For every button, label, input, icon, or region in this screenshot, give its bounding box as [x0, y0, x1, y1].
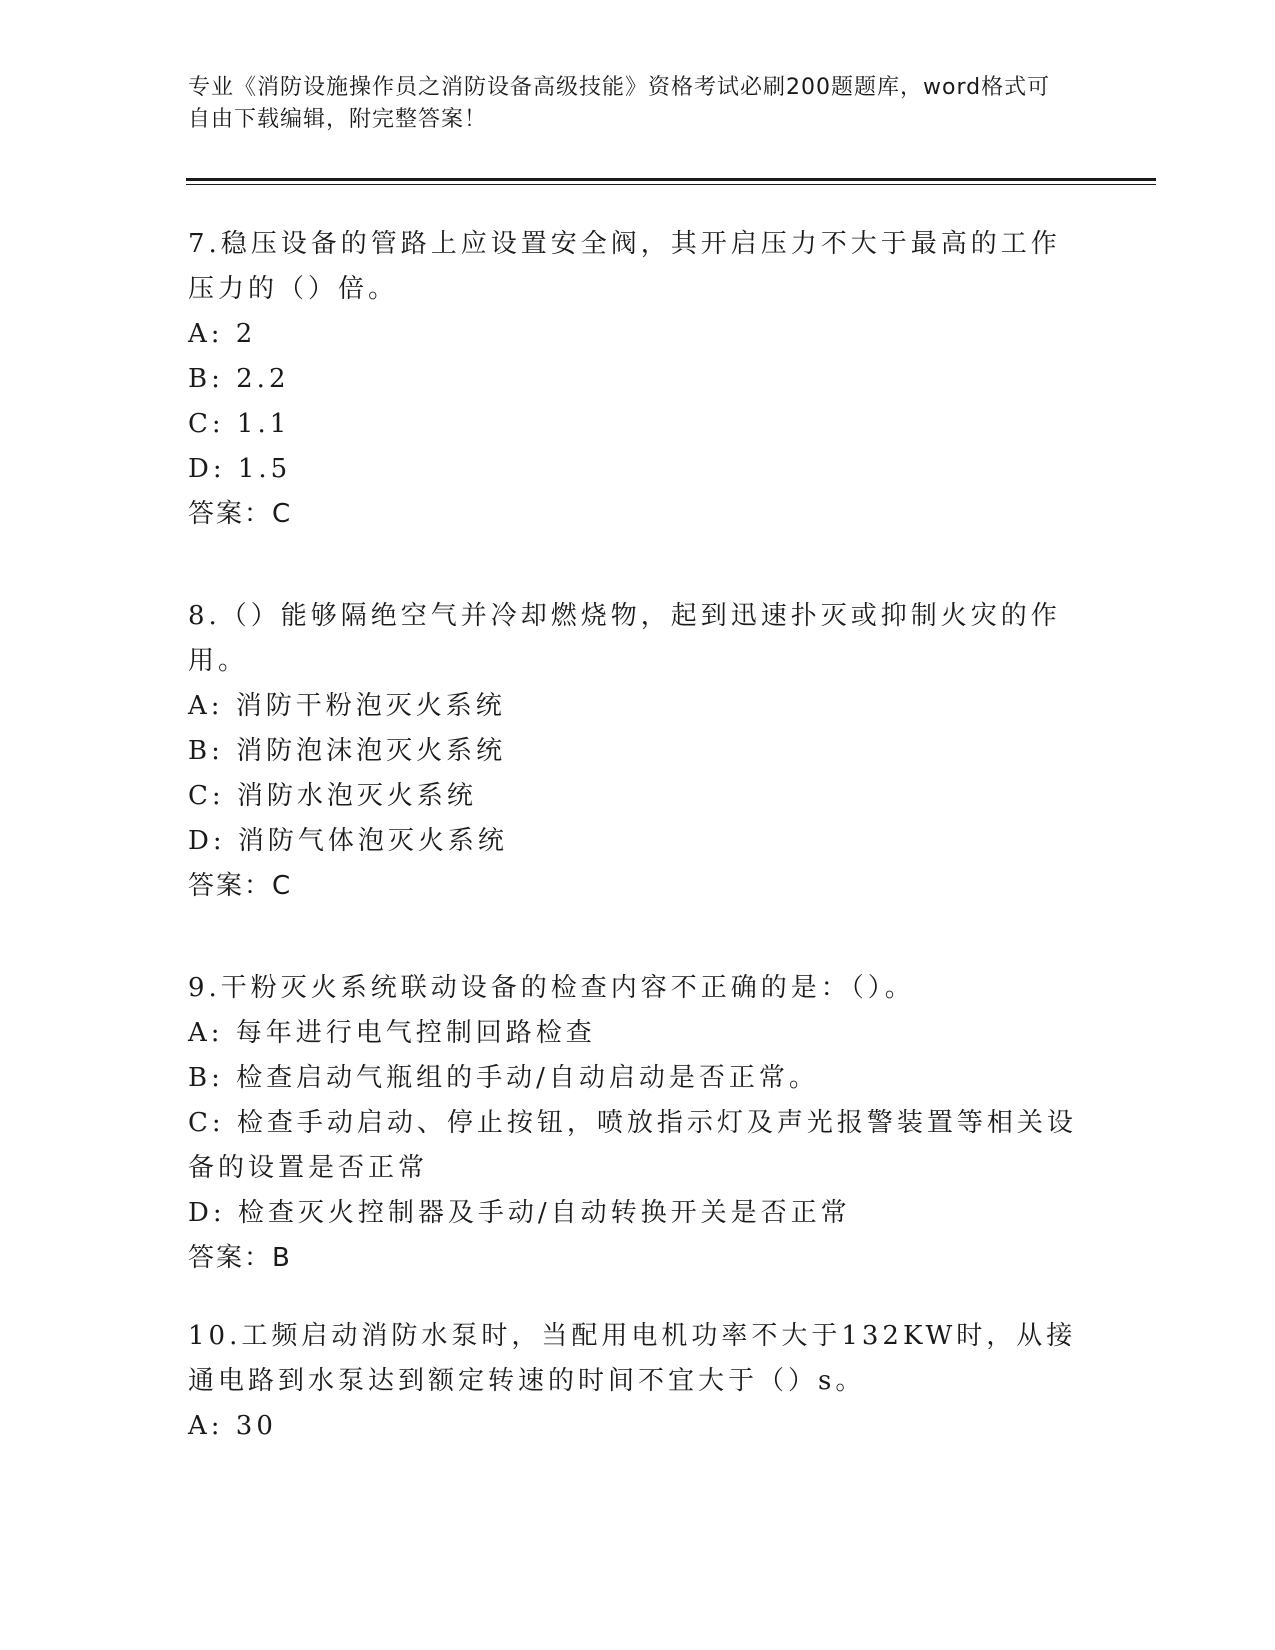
- option-a: A: 30: [188, 1411, 277, 1441]
- option-b: B: 2.2: [188, 364, 290, 394]
- option-d: D: 1.5: [188, 454, 292, 484]
- header-divider-thick: [186, 178, 1156, 181]
- question-text: 9.干粉灭火系统联动设备的检查内容不正确的是：（）。: [188, 973, 915, 1003]
- option-a: A: 2: [188, 319, 257, 349]
- question-text: 10.工频启动消防水泵时，当配用电机功率不大于132KW时，从接通电路到水泵达到额定转速的时间不宜大于（）s。: [188, 1321, 1077, 1396]
- question-10: [188, 1314, 1088, 1449]
- option-a: A: 消防干粉泡灭火系统: [188, 691, 506, 721]
- answer: 答案：B: [188, 1243, 292, 1273]
- document-header: 专业《消防设施操作员之消防设备高级技能》资格考试必刷200题题库，word格式可自由下载编辑，附完整答案！: [188, 75, 1051, 132]
- option-c: C: 消防水泡灭火系统: [188, 781, 477, 811]
- answer: 答案：C: [188, 871, 293, 901]
- question-text: 8.（）能够隔绝空气并冷却燃烧物，起到迅速扑灭或抑制火灾的作用。: [188, 601, 1061, 676]
- question-8: [188, 594, 1088, 909]
- option-d: D: 消防气体泡灭火系统: [188, 826, 508, 856]
- option-a: A: 每年进行电气控制回路检查: [188, 1018, 596, 1048]
- question-9: [188, 966, 1088, 1281]
- question-7: [188, 222, 1088, 537]
- question-text: 7.稳压设备的管路上应设置安全阀，其开启压力不大于最高的工作压力的（）倍。: [188, 229, 1061, 304]
- header-divider-thin: [186, 184, 1156, 185]
- option-b: B: 检查启动气瓶组的手动/自动启动是否正常。: [188, 1063, 819, 1093]
- answer: 答案：C: [188, 499, 293, 529]
- option-b: B: 消防泡沫泡灭火系统: [188, 736, 507, 766]
- option-c: C: 检查手动启动、停止按钮，喷放指示灯及声光报警装置等相关设备的设置是否正常: [188, 1108, 1077, 1183]
- option-d: D: 检查灭火控制器及手动/自动转换开关是否正常: [188, 1198, 851, 1228]
- option-c: C: 1.1: [188, 409, 291, 439]
